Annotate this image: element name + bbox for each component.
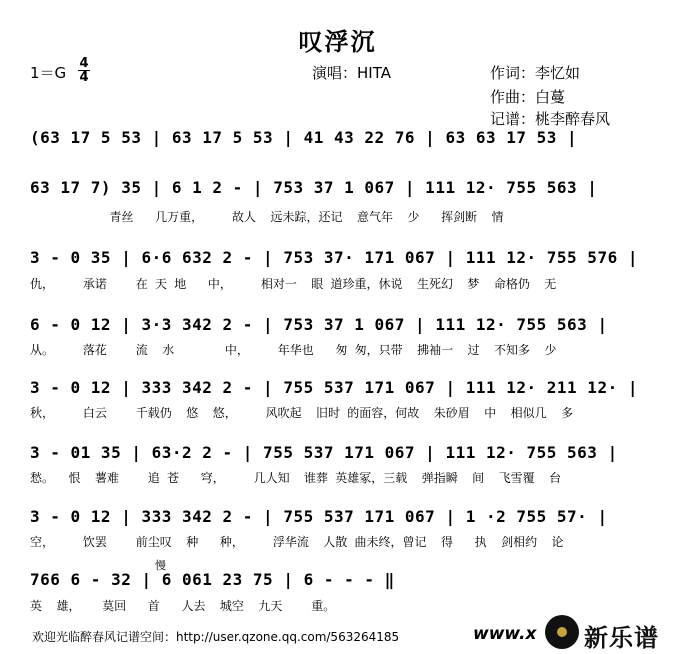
lyricist-credit: 作词：李忆如 [490, 64, 581, 82]
notation-row: 3 - 01 35 | 63·2 2 - | 755 537 171 067 | 111 12· 755 563 | [30, 443, 618, 462]
notation-row: 3 - 0 12 | 333 342 2 - | 755 537 171 067 | 1 ·2 755 57· | [30, 507, 608, 526]
lyrics-row: 空， 饮罢 前尘叹 种 种， 浮华流 人散 曲未终，曾记 得 执 剑相约 论 [30, 535, 564, 549]
notation-row: 3 - 0 12 | 333 342 2 - | 755 537 171 067 | 111 12· 211 12· | [30, 378, 638, 397]
time-sig-top: 4 [79, 56, 89, 71]
notation-row: 63 17 7) 35 | 6 1 2 - | 753 37 1 067 | 111 12· 755 563 | [30, 178, 598, 197]
lyrics-row: 秋， 白云 千载仍 悠 悠， 风吹起 旧时 的面容，何故 朱砂眉 中 相似几 多 [30, 406, 574, 420]
watermark-url: www.x [473, 624, 537, 644]
time-signature [78, 58, 90, 83]
site-logo [540, 612, 675, 654]
notation-row: 3 - 0 35 | 6·6 632 2 - | 753 37· 171 067 | 111 12· 755 576 | [30, 248, 638, 267]
composer-credit: 作曲：白蔓 [490, 88, 566, 106]
key-signature: 1＝G [30, 64, 67, 82]
logo-text: 新乐谱 [584, 624, 659, 652]
tempo-marking: 慢 [155, 559, 166, 572]
transcriber-credit: 记谱：桃李醉春风 [490, 110, 611, 128]
lyrics-row: 仇， 承诺 在 天 地 中， 相对一 眼 道珍重，休说 生死幻 梦 命格仍 无 [30, 277, 557, 291]
song-title: 叹浮沉 [298, 28, 377, 56]
notation-row: (63 17 5 53 | 63 17 5 53 | 41 43 22 76 | 63 63 17 53 | [30, 128, 578, 147]
lyrics-row: 英 雄， 莫回 首 人去 城空 九天 重。 [30, 599, 336, 613]
record-disc-icon [545, 615, 579, 649]
lyrics-row: 青丝 几万重， 故人 远未踪，还记 意气年 少 挥剑断 情 [30, 210, 504, 224]
lyrics-row: 从。 落花 流 水 中， 年华也 匆 匆，只带 拂袖一 过 不知多 少 [30, 343, 557, 357]
lyrics-row: 愁。 恨 薯难 追 苍 穹， 几人知 谁葬 英雄冢，三载 弹指瞬 间 飞雪覆 台 [30, 471, 562, 485]
time-sig-bottom: 4 [79, 70, 89, 85]
notation-row: 766 6 - 32 | 6 061 23 75 | 6 - - - ‖ [30, 570, 395, 589]
footer-note: 欢迎光临醉春风记谱空间：http://user.qzone.qq.com/563264185 [32, 630, 400, 644]
notation-row: 6 - 0 12 | 3·3 342 2 - | 753 37 1 067 | 111 12· 755 563 | [30, 315, 608, 334]
singer-credit: 演唱：HITA [312, 64, 391, 82]
